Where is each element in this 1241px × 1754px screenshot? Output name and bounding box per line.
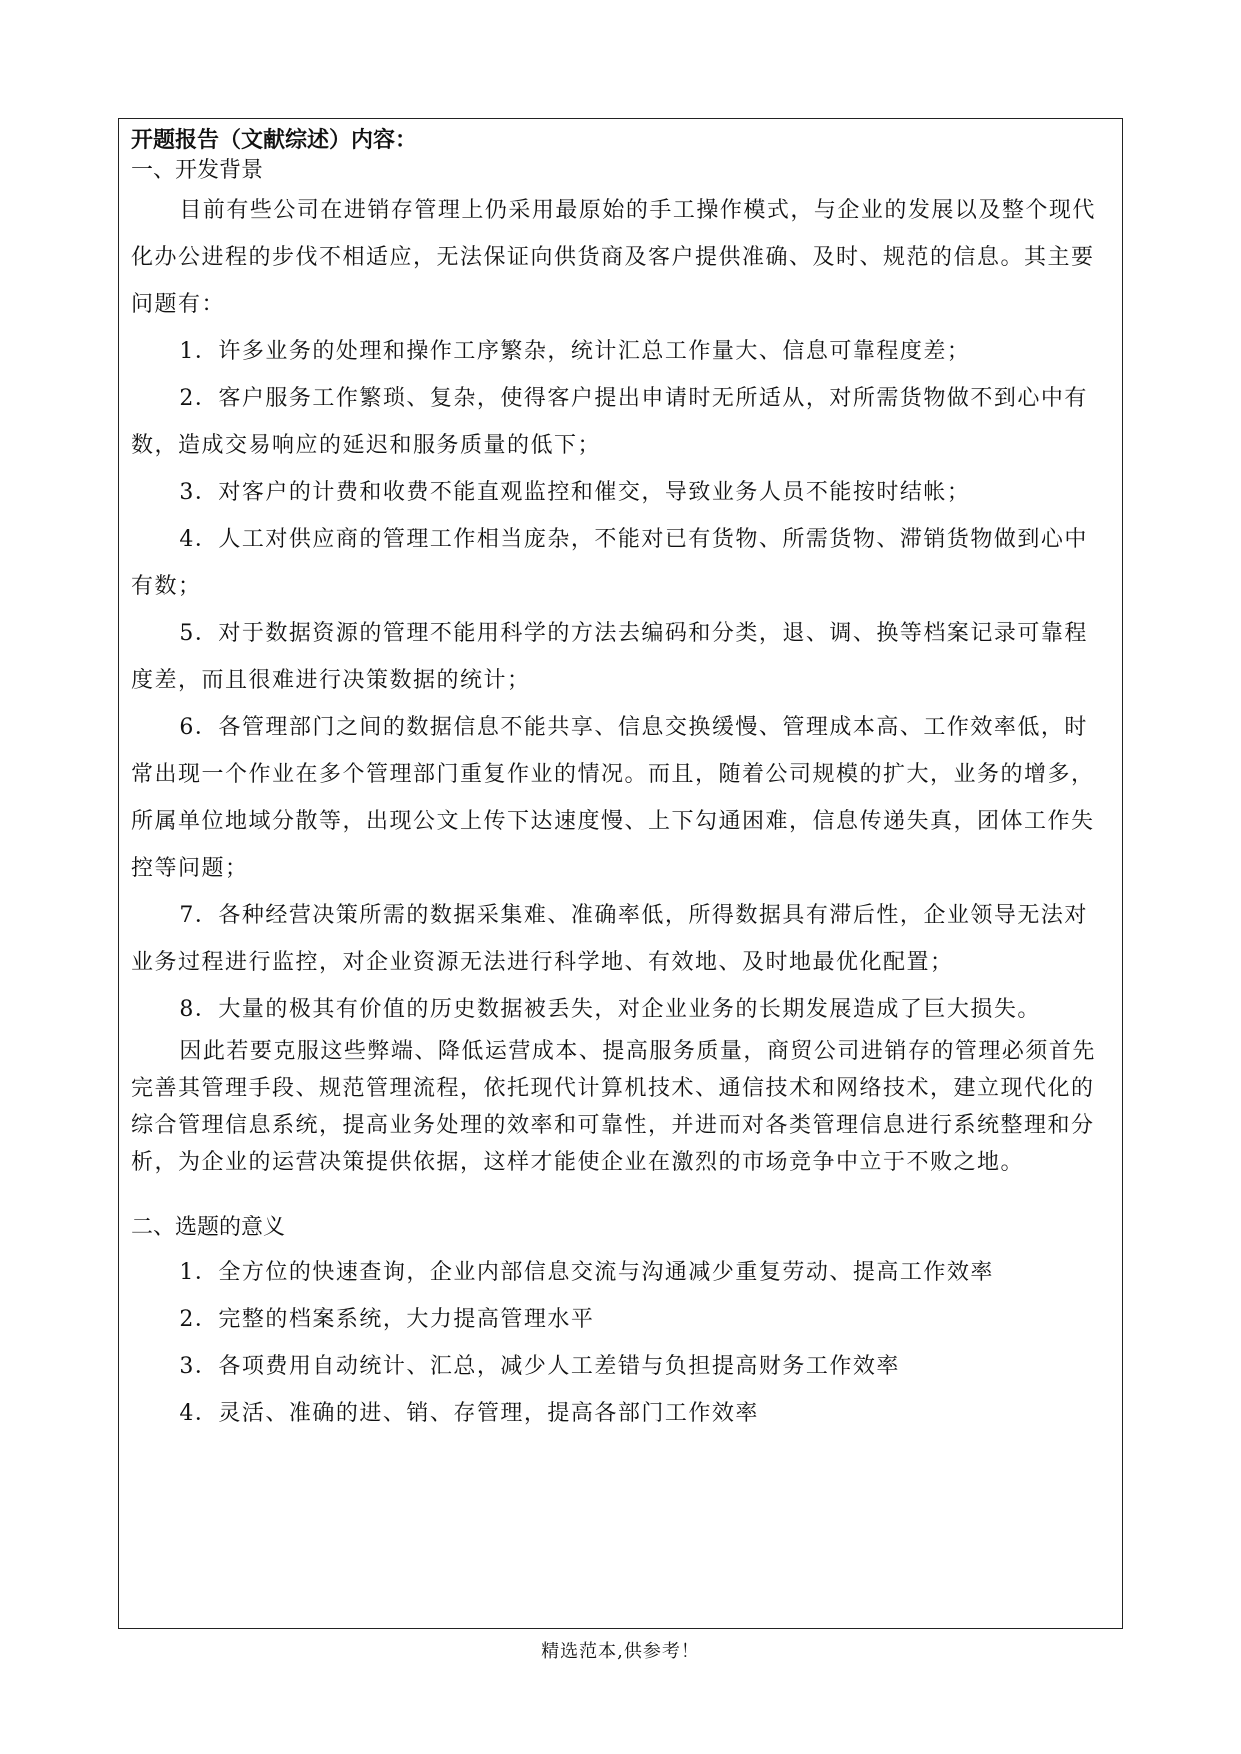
- significance-item: 3．各项费用自动统计、汇总，减少人工差错与负担提高财务工作效率: [179, 1354, 900, 1379]
- report-heading: 开题报告（文献综述）内容：: [131, 127, 418, 153]
- section-title-significance: 二、选题的意义: [131, 1215, 286, 1240]
- report-content: [131, 125, 1110, 1437]
- problem-item: 6．各管理部门之间的数据信息不能共享、信息交换缓慢、管理成本高、工作效率低，时常出现一个作业在多个管理部门重复作业的情况。而且，随着公司规模的扩大，业务的增多，所属单位地域分散等，出现公文上传下达速度慢、上下勾通困难，信息传递失真，团体工作失控等问题；: [131, 715, 1095, 881]
- problem-item: 1．许多业务的处理和操作工序繁杂，统计汇总工作量大、信息可靠程度差；: [179, 339, 971, 364]
- page-footer: 精选范本,供参考！: [541, 1641, 700, 1662]
- problem-item: 8．大量的极其有价值的历史数据被丢失，对企业业务的长期发展造成了巨大损失。: [179, 997, 1041, 1022]
- problem-item: 3．对客户的计费和收费不能直观监控和催交，导致业务人员不能按时结帐；: [179, 480, 971, 505]
- problem-item: 5．对于数据资源的管理不能用科学的方法去编码和分类，退、调、换等档案记录可靠程度差，而且很难进行决策数据的统计；: [131, 621, 1088, 693]
- significance-item: 4．灵活、准确的进、销、存管理，提高各部门工作效率: [179, 1401, 759, 1426]
- significance-item: 2．完整的档案系统，大力提高管理水平: [179, 1307, 595, 1332]
- problem-item: 2．客户服务工作繁琐、复杂，使得客户提出申请时无所适从，对所需货物做不到心中有数，造成交易响应的延迟和服务质量的低下；: [131, 386, 1088, 458]
- section-gap: [131, 1181, 1110, 1207]
- background-conclusion: 因此若要克服这些弊端、降低运营成本、提高服务质量，商贸公司进销存的管理必须首先完善其管理手段、规范管理流程，依托现代计算机技术、通信技术和网络技术，建立现代化的综合管理信息系统，提高业务处理的效率和可靠性，并进而对各类管理信息进行系统整理和分析，为企业的运营决策提供依据，这样才能使企业在激烈的市场竞争中立于不败之地。: [131, 1039, 1096, 1175]
- background-intro: 目前有些公司在进销存管理上仍采用最原始的手工操作模式，与企业的发展以及整个现代化办公进程的步伐不相适应，无法保证向供货商及客户提供准确、及时、规范的信息。其主要问题有：: [131, 198, 1096, 317]
- section-title-background: 一、开发背景: [131, 158, 264, 183]
- problem-item: 7．各种经营决策所需的数据采集难、准确率低，所得数据具有滞后性，企业领导无法对业务过程进行监控，对企业资源无法进行科学地、有效地、及时地最优化配置；: [131, 903, 1088, 975]
- significance-item: 1．全方位的快速查询，企业内部信息交流与沟通减少重复劳动、提高工作效率: [179, 1260, 994, 1285]
- problem-item: 4．人工对供应商的管理工作相当庞杂，不能对已有货物、所需货物、滞销货物做到心中有数；: [131, 527, 1088, 599]
- form-frame: [118, 118, 1123, 1629]
